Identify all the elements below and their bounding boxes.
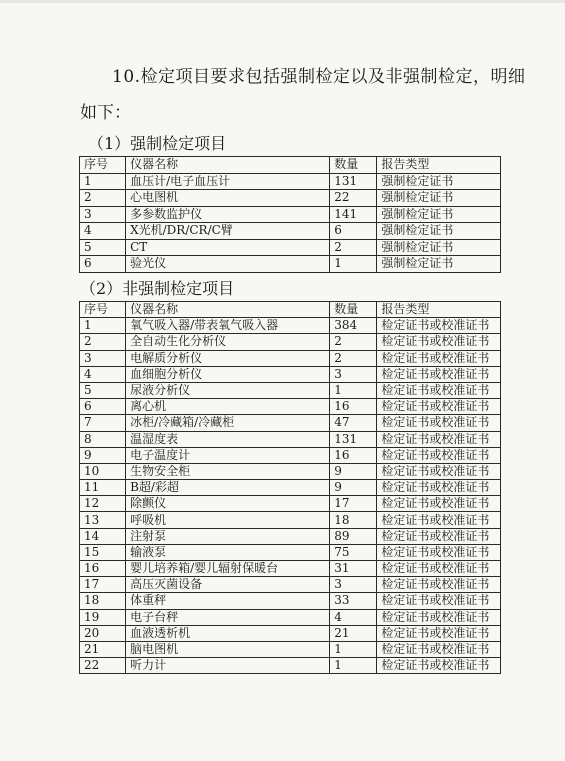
non-mandatory-items-body (80, 302, 501, 674)
report-type-cell: 强制检定证书 (377, 190, 501, 207)
quantity-cell: 17 (330, 496, 377, 512)
report-type-cell: 检定证书或校准证书 (377, 366, 501, 382)
index-cell: 17 (80, 577, 126, 593)
index-cell: 21 (80, 641, 126, 657)
quantity-cell: 1 (330, 641, 377, 657)
quantity-cell: 89 (330, 528, 377, 544)
table-row (80, 512, 501, 528)
quantity-cell: 2 (330, 239, 377, 256)
report-type-cell: 强制检定证书 (377, 256, 501, 273)
quantity-cell: 21 (330, 625, 377, 641)
index-cell: 10 (80, 463, 126, 479)
index-cell: 1 (80, 173, 126, 190)
report-type-cell: 检定证书或校准证书 (377, 512, 501, 528)
quantity-cell: 1 (330, 658, 377, 674)
quantity-cell: 47 (330, 415, 377, 431)
instrument-name-cell: 电子温度计 (126, 447, 330, 463)
quantity-cell: 131 (330, 431, 377, 447)
quantity-cell: 1 (330, 256, 377, 273)
report-type-cell: 检定证书或校准证书 (377, 544, 501, 560)
table-row (80, 658, 501, 674)
index-cell: 2 (80, 190, 126, 207)
instrument-name-cell: 电子台秤 (126, 609, 330, 625)
table-row (80, 577, 501, 593)
report-type-cell: 检定证书或校准证书 (377, 609, 501, 625)
report-type-cell: 检定证书或校准证书 (377, 593, 501, 609)
instrument-name-cell: 注射泵 (126, 528, 330, 544)
index-cell: 20 (80, 625, 126, 641)
report-type-cell: 检定证书或校准证书 (377, 318, 501, 334)
instrument-name-cell: 验光仪 (126, 256, 330, 273)
instrument-name-cell: 温湿度表 (126, 431, 330, 447)
header-index-cell: 序号 (80, 157, 126, 174)
header-quantity-cell: 数量 (330, 157, 377, 174)
index-cell: 7 (80, 415, 126, 431)
report-type-cell: 检定证书或校准证书 (377, 480, 501, 496)
mandatory-items-body (80, 157, 501, 273)
instrument-name-cell: 心电图机 (126, 190, 330, 207)
page-top-edge (0, 0, 565, 3)
table-row (80, 447, 501, 463)
index-cell: 13 (80, 512, 126, 528)
quantity-cell: 4 (330, 609, 377, 625)
index-cell: 11 (80, 480, 126, 496)
index-cell: 5 (80, 382, 126, 398)
index-cell: 15 (80, 544, 126, 560)
quantity-cell: 2 (330, 334, 377, 350)
instrument-name-cell: 离心机 (126, 399, 330, 415)
table-row (80, 431, 501, 447)
report-type-cell: 检定证书或校准证书 (377, 561, 501, 577)
report-type-cell: 检定证书或校准证书 (377, 350, 501, 366)
header-instrument-name-cell: 仪器名称 (126, 302, 330, 318)
instrument-name-cell: B超/彩超 (126, 480, 330, 496)
quantity-cell: 16 (330, 447, 377, 463)
non-mandatory-items-table (79, 301, 501, 674)
instrument-name-cell: 多参数监护仪 (126, 206, 330, 223)
report-type-cell: 强制检定证书 (377, 206, 501, 223)
quantity-cell: 9 (330, 480, 377, 496)
table-row (80, 544, 501, 560)
index-cell: 6 (80, 399, 126, 415)
instrument-name-cell: 氧气吸入器/带表氧气吸入器 (126, 318, 330, 334)
table-header-row (80, 157, 501, 174)
table-row (80, 625, 501, 641)
report-type-cell: 检定证书或校准证书 (377, 496, 501, 512)
report-type-cell: 检定证书或校准证书 (377, 625, 501, 641)
table-row (80, 366, 501, 382)
table-row (80, 256, 501, 273)
table-row (80, 239, 501, 256)
section-1-title: （1）强制检定项目 (88, 134, 227, 153)
quantity-cell: 16 (330, 399, 377, 415)
table-row (80, 593, 501, 609)
table-row (80, 561, 501, 577)
table-row (80, 350, 501, 366)
table-row (80, 609, 501, 625)
quantity-cell: 3 (330, 577, 377, 593)
quantity-cell: 75 (330, 544, 377, 560)
report-type-cell: 检定证书或校准证书 (377, 415, 501, 431)
table-row (80, 480, 501, 496)
instrument-name-cell: 高压灭菌设备 (126, 577, 330, 593)
report-type-cell: 强制检定证书 (377, 173, 501, 190)
report-type-cell: 检定证书或校准证书 (377, 382, 501, 398)
index-cell: 14 (80, 528, 126, 544)
report-type-cell: 检定证书或校准证书 (377, 528, 501, 544)
instrument-name-cell: 冰柜/冷藏箱/冷藏柜 (126, 415, 330, 431)
report-type-cell: 检定证书或校准证书 (377, 431, 501, 447)
index-cell: 19 (80, 609, 126, 625)
instrument-name-cell: 除颤仪 (126, 496, 330, 512)
index-cell: 8 (80, 431, 126, 447)
index-cell: 4 (80, 366, 126, 382)
instrument-name-cell: CT (126, 239, 330, 256)
table-row (80, 206, 501, 223)
quantity-cell: 31 (330, 561, 377, 577)
index-cell: 5 (80, 239, 126, 256)
index-cell: 4 (80, 223, 126, 240)
table-row (80, 190, 501, 207)
index-cell: 22 (80, 658, 126, 674)
table-row (80, 223, 501, 240)
table-row (80, 318, 501, 334)
instrument-name-cell: 血液透析机 (126, 625, 330, 641)
table-row (80, 496, 501, 512)
section-2-title: （2）非强制检定项目 (80, 279, 235, 298)
instrument-name-cell: 呼吸机 (126, 512, 330, 528)
index-cell: 1 (80, 318, 126, 334)
index-cell: 2 (80, 334, 126, 350)
index-cell: 6 (80, 256, 126, 273)
heading-line-1: 10.检定项目要求包括强制检定以及非强制检定，明细 (112, 67, 526, 87)
table-row (80, 641, 501, 657)
instrument-name-cell: 脑电图机 (126, 641, 330, 657)
instrument-name-cell: 电解质分析仪 (126, 350, 330, 366)
quantity-cell: 384 (330, 318, 377, 334)
table-row (80, 528, 501, 544)
instrument-name-cell: 生物安全柜 (126, 463, 330, 479)
instrument-name-cell: 听力计 (126, 658, 330, 674)
quantity-cell: 9 (330, 463, 377, 479)
table-header-row (80, 302, 501, 318)
index-cell: 16 (80, 561, 126, 577)
report-type-cell: 检定证书或校准证书 (377, 334, 501, 350)
index-cell: 18 (80, 593, 126, 609)
header-report-type-cell: 报告类型 (377, 157, 501, 174)
report-type-cell: 强制检定证书 (377, 223, 501, 240)
report-type-cell: 检定证书或校准证书 (377, 463, 501, 479)
table-row (80, 399, 501, 415)
report-type-cell: 检定证书或校准证书 (377, 577, 501, 593)
report-type-cell: 检定证书或校准证书 (377, 399, 501, 415)
quantity-cell: 131 (330, 173, 377, 190)
quantity-cell: 33 (330, 593, 377, 609)
instrument-name-cell: 血压计/电子血压计 (126, 173, 330, 190)
header-index-cell: 序号 (80, 302, 126, 318)
report-type-cell: 检定证书或校准证书 (377, 641, 501, 657)
quantity-cell: 6 (330, 223, 377, 240)
instrument-name-cell: 全自动生化分析仪 (126, 334, 330, 350)
header-instrument-name-cell: 仪器名称 (126, 157, 330, 174)
table-row (80, 463, 501, 479)
instrument-name-cell: 尿液分析仪 (126, 382, 330, 398)
header-report-type-cell: 报告类型 (377, 302, 501, 318)
table-row (80, 382, 501, 398)
index-cell: 3 (80, 206, 126, 223)
instrument-name-cell: X光机/DR/CR/C臂 (126, 223, 330, 240)
table-row (80, 173, 501, 190)
report-type-cell: 强制检定证书 (377, 239, 501, 256)
quantity-cell: 18 (330, 512, 377, 528)
quantity-cell: 3 (330, 366, 377, 382)
instrument-name-cell: 婴儿培养箱/婴儿辐射保暖台 (126, 561, 330, 577)
heading-line-2: 如下： (80, 103, 131, 123)
table-row (80, 334, 501, 350)
index-cell: 3 (80, 350, 126, 366)
instrument-name-cell: 输液泵 (126, 544, 330, 560)
mandatory-items-table (79, 156, 501, 273)
header-quantity-cell: 数量 (330, 302, 377, 318)
instrument-name-cell: 血细胞分析仪 (126, 366, 330, 382)
quantity-cell: 1 (330, 382, 377, 398)
index-cell: 9 (80, 447, 126, 463)
report-type-cell: 检定证书或校准证书 (377, 447, 501, 463)
instrument-name-cell: 体重秤 (126, 593, 330, 609)
table-row (80, 415, 501, 431)
report-type-cell: 检定证书或校准证书 (377, 658, 501, 674)
quantity-cell: 2 (330, 350, 377, 366)
quantity-cell: 141 (330, 206, 377, 223)
index-cell: 12 (80, 496, 126, 512)
quantity-cell: 22 (330, 190, 377, 207)
